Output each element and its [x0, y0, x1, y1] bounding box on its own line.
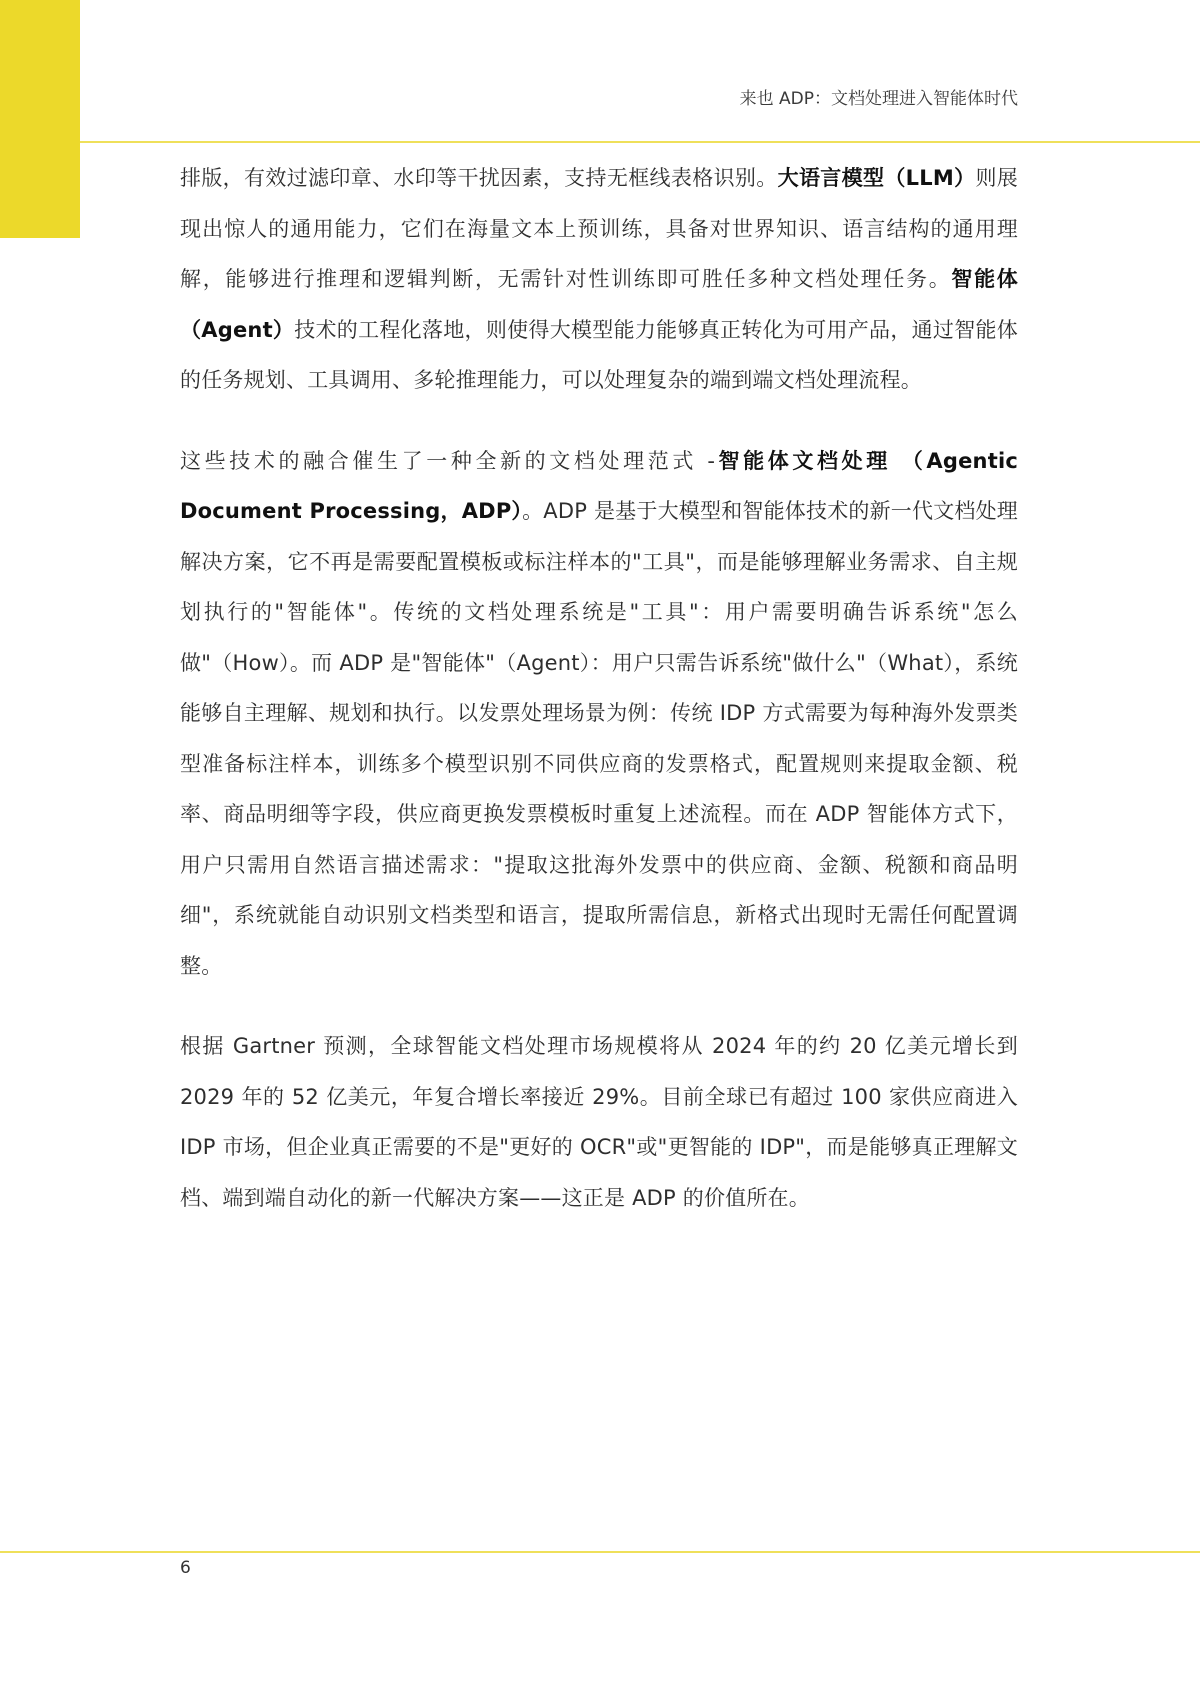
running-header-title: 来也 ADP：文档处理进入智能体时代 — [739, 89, 1018, 109]
page-number: 6 — [180, 1558, 191, 1578]
p1-text-2: 则展现出惊人的通用能力，它们在海量文本上预训练，具备对世界知识、语言结构的通用理解，能够进行推理和逻辑判断，无需针对性训练即可胜任多种文档处理任务。 — [180, 166, 1018, 291]
yellow-accent-block — [0, 0, 80, 238]
header-divider — [80, 141, 1200, 143]
p1-term-llm: 大语言模型（LLM） — [777, 166, 976, 190]
paragraph-2 — [180, 436, 1018, 992]
body-content — [180, 153, 1018, 1253]
p1-term-agent: 智能体（Agent） — [180, 267, 1018, 342]
p1-text-1: 排版，有效过滤印章、水印等干扰因素，支持无框线表格识别。 — [180, 166, 778, 190]
p2-text-1: 这些技术的融合催生了一种全新的文档处理范式 - — [180, 448, 716, 473]
footer-divider — [0, 1551, 1200, 1553]
p1-text-3: 技术的工程化落地，则使得大模型能力能够真正转化为可用产品，通过智能体的任务规划、工具调用、多轮推理能力，可以处理复杂的端到端文档处理流程。 — [180, 317, 1019, 392]
paragraph-3 — [180, 1021, 1018, 1223]
p3-text-1: 根据 Gartner 预测，全球智能文档处理市场规模将从 2024 年的约 20 亿美元增长到 2029 年的 52 亿美元，年复合增长率接近 29%。目前全球已有超过 100 家供应商进入 IDP 市场，但企业真正需要的不是"更好的 OCR"或"更智能的 IDP"，而是能够真正理解文档、端到端自动化的新一代解决方案——这正是 ADP 的价值所在。 — [180, 1034, 1018, 1210]
p2-text-2: 。ADP 是基于大模型和智能体技术的新一代文档处理解决方案，它不再是需要配置模板或标注样本的"工具"，而是能够理解业务需求、自主规划执行的"智能体"。传统的文档处理系统是"工具"：用户需要明确告诉系统"怎么做"（How）。而 ADP 是"智能体"（Agent）：用户只需告诉系统"做什么"（What），系统能够自主理解、规划和执行。以发票处理场景为例：传统 IDP 方式需要为每种海外发票类型准备标注样本，训练多个模型识别不同供应商的发票格式，配置规则来提取金额、税率、商品明细等字段，供应商更换发票模板时重复上述流程。而在 ADP 智能体方式下，用户只需用自然语言描述需求："提取这批海外发票中的供应商、金额、税额和商品明细"，系统就能自动识别文档类型和语言，提取所需信息，新格式出现时无需任何配置调整。 — [180, 499, 1018, 978]
p2-term-adp: 智能体文档处理 （Agentic Document Processing，ADP） — [180, 448, 1018, 523]
paragraph-1 — [180, 153, 1018, 406]
